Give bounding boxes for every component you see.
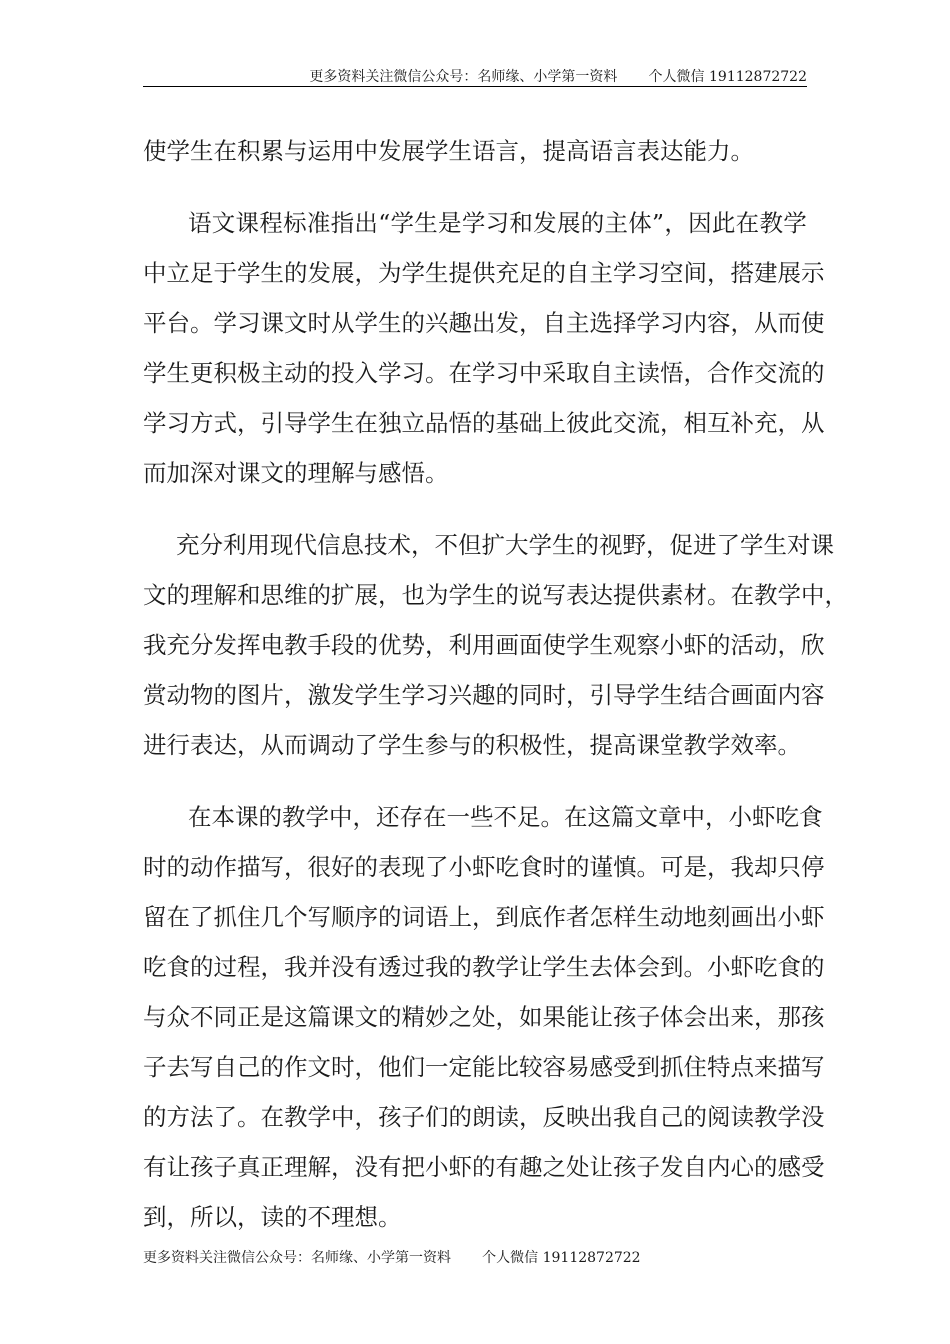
text-line: 吃食的过程，我并没有透过我的教学让学生去体会到。小虾吃食的 xyxy=(143,953,825,981)
paragraph-1 xyxy=(143,126,807,176)
text-line: 子去写自己的作文时，他们一定能比较容易感受到抓住特点来描写 xyxy=(143,1053,825,1081)
text-line: 而加深对课文的理解与感悟。 xyxy=(143,459,449,487)
document-body xyxy=(143,126,848,1242)
text-line: 与众不同正是这篇课文的精妙之处，如果能让孩子体会出来，那孩 xyxy=(143,1003,825,1031)
text-line: 赏动物的图片，激发学生学习兴趣的同时，引导学生结合画面内容 xyxy=(143,681,825,709)
header-rule xyxy=(143,86,807,87)
text-line: 文的理解和思维的扩展，也为学生的说写表达提供素材。在教学中， xyxy=(143,581,848,609)
page-footer: 更多资料关注微信公众号：名师缘、小学第一资料 个人微信 19112872722 xyxy=(143,1250,641,1266)
text-line: 使学生在积累与运用中发展学生语言，提高语言表达能力。 xyxy=(143,137,754,165)
paragraph-4 xyxy=(143,792,825,1242)
text-line: 充分利用现代信息技术，不但扩大学生的视野，促进了学生对课 xyxy=(176,531,834,559)
text-line: 语文课程标准指出“学生是学习和发展的主体”，因此在教学 xyxy=(188,209,807,237)
text-line: 学习方式，引导学生在独立品悟的基础上彼此交流，相互补充，从 xyxy=(143,409,825,437)
paragraph-2 xyxy=(143,198,825,498)
text-line: 中立足于学生的发展，为学生提供充足的自主学习空间，搭建展示 xyxy=(143,259,825,287)
text-line: 有让孩子真正理解，没有把小虾的有趣之处让孩子发自内心的感受 xyxy=(143,1153,825,1181)
paragraph-3 xyxy=(143,520,848,770)
text-line: 学生更积极主动的投入学习。在学习中采取自主读悟，合作交流的 xyxy=(143,359,825,387)
text-line: 到，所以，读的不理想。 xyxy=(143,1203,402,1231)
text-line: 的方法了。在教学中，孩子们的朗读，反映出我自己的阅读教学没 xyxy=(143,1103,825,1131)
text-line: 我充分发挥电教手段的优势，利用画面使学生观察小虾的活动，欣 xyxy=(143,631,825,659)
text-line: 在本课的教学中，还存在一些不足。在这篇文章中，小虾吃食 xyxy=(188,803,823,831)
page-header: 更多资料关注微信公众号：名师缘、小学第一资料 个人微信 19112872722 xyxy=(309,69,807,85)
text-line: 时的动作描写，很好的表现了小虾吃食时的谨慎。可是，我却只停 xyxy=(143,853,825,881)
text-line: 进行表达，从而调动了学生参与的积极性，提高课堂教学效率。 xyxy=(143,731,801,759)
text-line: 留在了抓住几个写顺序的词语上，到底作者怎样生动地刻画出小虾 xyxy=(143,903,825,931)
text-line: 平台。学习课文时从学生的兴趣出发，自主选择学习内容，从而使 xyxy=(143,309,825,337)
